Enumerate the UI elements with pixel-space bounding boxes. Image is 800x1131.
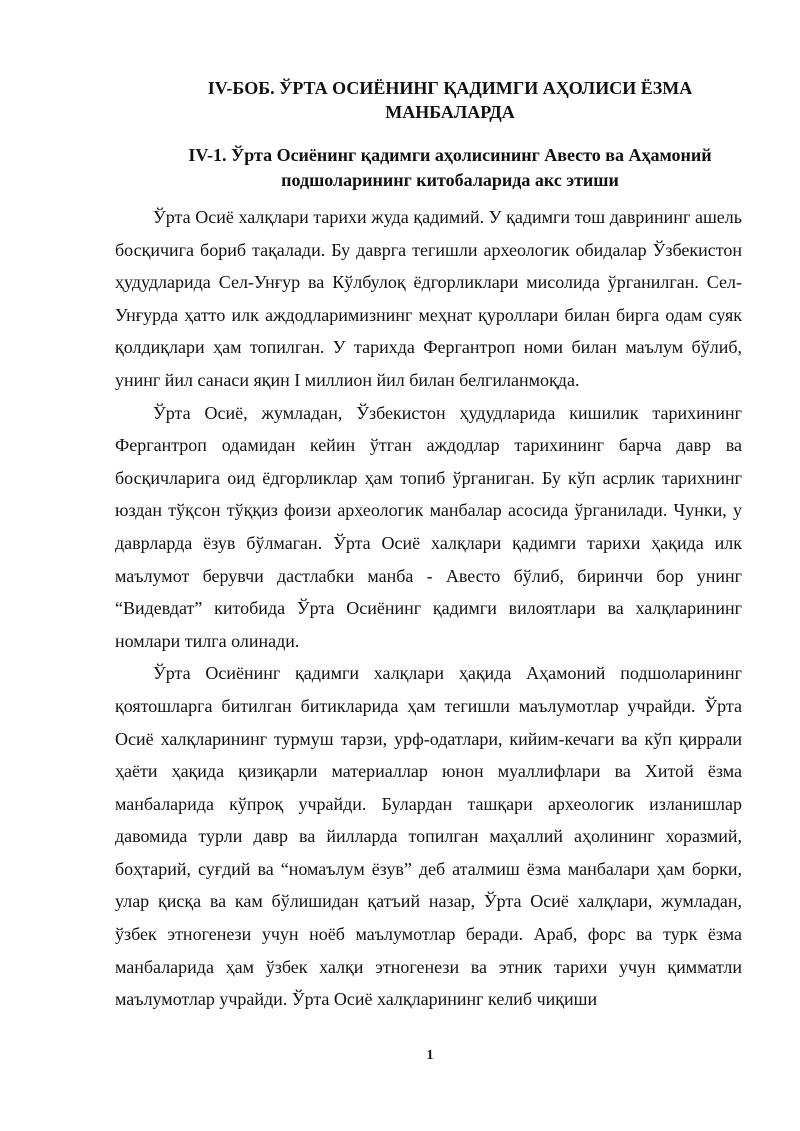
- section-title: IV-1. Ўрта Осиёнинг қадимги аҳолисининг Авесто ва Аҳамоний подшоларининг китобаларида акс этиши: [188, 145, 712, 190]
- page-number: 1: [426, 1048, 434, 1063]
- paragraph: Ўрта Осиё, жумладан, Ўзбекистон ҳудудларида кишилик тарихининг Фергантроп одамидан кейин ўтган аждодлар тарихининг барча давр ва босқичларига оид ёдгорликлар ҳам топиб ўрганиган. Бу кўп асрлик тарихнинг юздан тўқсон тўққиз фоизи археологик манбалар асосида ўрганилади. Чунки, у даврларда ёзув бўлмаган. Ўрта Осиё халқлари қадимги тарихи ҳақида илк маълумот берувчи дастлабки манба - Авесто бўлиб, биринчи бор унинг “Видевдат” китобида Ўрта Осиёнинг қадимги вилоятлари ва халқларининг номлари тилга олинади.: [115, 402, 742, 651]
- body-text: [115, 201, 742, 1016]
- paragraph: Ўрта Осиё халқлари тарихи жуда қадимий. У қадимги тош даврининг ашель босқичига бориб тақалади. Бу даврга тегишли археологик обидалар Ўзбекистон ҳудудларида Сел-Унғур ва Кўлбулоқ ёдгорликлари мисолида ўрганилган. Сел-Унғурда ҳатто илк аждодларимизнинг меҳнат қуроллари билан бирга одам суяк қолдиқлари ҳам топилган. У тарихда Фергантроп номи билан маълум бўлиб, унинг йил санаси яқин I миллион йил билан белгиланмоқда.: [115, 207, 742, 390]
- paragraph: Ўрта Осиёнинг қадимги халқлари ҳақида Аҳамоний подшоларининг қоятошларга битилган битикларида ҳам тегишли маълумотлар учрайди. Ўрта Осиё халқларининг турмуш тарзи, урф-одатлари, кийим-кечаги ва кўп қиррали ҳаёти ҳақида қизиқарли материаллар юнон муаллифлари ва Хитой ёзма манбаларида кўпроқ учрайди. Булардан ташқари археологик изланишлар давомида турли давр ва йилларда топилган маҳаллий аҳолининг хоразмий, боҳтарий, суғдий ва “номаълум ёзув” деб аталмиш ёзма манбалари ҳам борки, улар қисқа ва кам бўлишидан қатъий назар, Ўрта Осиё халқлари, жумладан, ўзбек этногенези учун ноёб маълумотлар беради. Араб, форс ва турк ёзма манбаларида ҳам ўзбек халқи этногенези ва этник тарихи учун қимматли маълумотлар учрайди. Ўрта Осиё халқларининг келиб чиқиши: [115, 663, 742, 1010]
- chapter-title: IV-БОБ. ЎРТА ОСИЁНИНГ ҚАДИМГИ АҲОЛИСИ ЁЗМА МАНБАЛАРДА: [207, 78, 693, 122]
